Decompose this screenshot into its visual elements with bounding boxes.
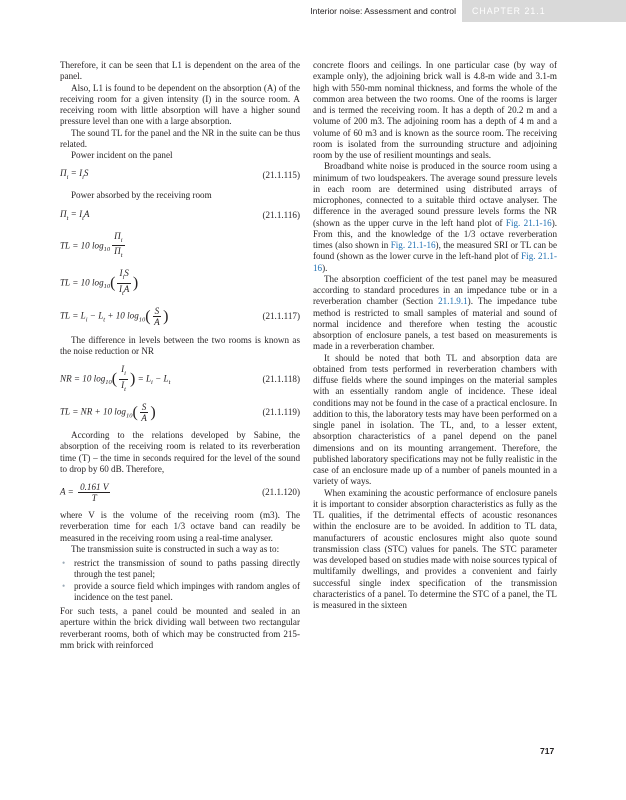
equation-21-1-118: NR = 10 $\log_{10}$( $\frac{I_i}{I_t}$ ) = $L_i - L_t$ (21.1.118) [60,364,300,393]
figure-link[interactable]: Fig. 21.1-16 [390,240,436,250]
fraction-denominator: T [91,493,97,503]
fraction-numerator: 0.161 V [80,482,109,492]
paragraph: Also, L1 is found to be dependent on the absorption (A) of the receiving room for a given intensity (I) in the source room. A receiving room with little absorption will have a higher sound pressure level than one with a large absorption. [60,82,300,127]
equation-number: (21.1.116) [262,210,300,221]
paragraph: Broadband white noise is produced in the source room using a minimum of two loudspeakers. The average sound pressure levels in each room are determined using distributed arrays of microphones, connected to a suitable third octave analyser. The difference in the averaged sound pressure levels forms the NR (shown as the upper curve in the left hand plot of Fig. 21.1-16). From this, and the knowledge of the 1/3 octave reverberation times (also shown in Fig. 21.1-16), the measured SRI or TL can be found (shown as the lower curve in the left-hand plot of Fig. 21.1-16). [313,161,558,273]
paragraph: The absorption coefficient of the test panel may be measured according to standard procedures in an impedance tube or in a reverberation chamber (Section 21.1.9.1). The impedance tube method is restricted to small samples of material and sound of normal incidence and therefore when testing the acoustic absorption of enclosure panels, a test based on measurements is made in a reverberation chamber. [313,273,558,352]
paragraph: The difference in levels between the two rooms is known as the noise reduction or NR [60,334,300,357]
equation-number: (21.1.117) [262,310,300,321]
paragraph: Power incident on the panel [71,150,173,160]
equation-21-1-120: A = $\frac{0.161 V}{T}$ (21.1.120) [60,482,300,503]
running-title: Interior noise: Assessment and control [310,6,456,16]
paragraph: According to the relations developed by Sabine, the absorption of the receiving room is related to its reverberation time (T) – the time in seconds required for the level of the sound to drop by 60 dB. Therefore, [60,430,300,474]
paragraph: When examining the acoustic performance of enclosure panels it is important to consider absorption characteristics as fully as the TL qualities, if the detrimental effects of acoustic resonances within the enclosure are to be avoided. In addition to TL data, manufacturers of acoustic enclosures might also quote sound transmission class (STC) values for panels. The STC parameter was developed based on studies made with noise sources typical of multifamily dwellings, and provides a convenient and fairly successful single index specification of the transmission characteristics of a panel. To determine the STC of a panel, the TL is measured in the sixteen [313,487,557,610]
paragraph: Power absorbed by the receiving room [71,190,212,201]
left-column [60,60,300,651]
equation-number: (21.1.118) [262,374,300,385]
figure-link[interactable]: Fig. 21.1-16 [313,251,558,273]
list-item: • provide a source field which impinges with random angles of incidence on the test panel. [70,581,300,604]
paragraph: The transmission suite is constructed in such a way as to: [71,543,280,554]
paragraph: For such tests, a panel could be mounted and sealed in an aperture within the brick dividing wall between two rectangular reverberant rooms, both of which may be constructed from 215-mm brick with reinforced [60,606,300,650]
paragraph: where V is the volume of the receiving room (m3). The reverberation time for each 1/3 octave band can readily be measured in the receiving room using a real-time analyser. [60,510,300,543]
equation-21-1-119: TL = NR + 10 $\log_{10}$( $\frac{S}{A}$ ) (21.1.119) [60,402,300,423]
equation-21-1-115: $\Pi_i = I_iS$ (21.1.115) [60,168,300,182]
paragraph: The sound TL for the panel and the NR in the suite can be thus related. [60,127,300,149]
paragraph: Therefore, it can be seen that L1 is dependent on the area of the panel. [60,60,300,82]
equation-number: (21.1.120) [262,486,300,497]
equation-tl-intensity: TL = 10 $\log_{10}$( $\frac{I_iS}{I_tA}$ ) [60,268,139,297]
equation-number: (21.1.115) [262,170,300,181]
paragraph: It should be noted that both TL and absorption data are obtained from tests performed in reverberation chambers with diffuse fields where the sound impinges on the material samples with an essentially random angle of incidence. These ideal conditions may not be found in the case of a practical enclosure. In addition to this, the laboratory tests may have been performed on a single panel in isolation. The TL, and, to a lesser extent, absorption characteristics of a panel depend on the panel dimensions and on its mounting arrangement. Therefore, the published laboratory specifications may not be fully realistic in the case of an enclosure made up of a number of panels mounted in a variety of ways. [313,352,557,487]
figure-link[interactable]: Fig. 21.1-16 [505,217,552,228]
bullet-list [60,558,300,603]
paragraph: concrete floors and ceilings. In one particular case (by way of example only), the adjoining brick wall is 4.8-m wide and 3.1-m high with 550-mm nominal thickness, and forms the whole of the common area between the two rooms. One of the rooms is larger and is termed the receiving room. It has a depth of 20.2 m and a volume of 200 m3. The adjoining room has a depth of 4 m and a volume of 60 m3 and is known as the source room. The receiving room is isolated from the surrounding structure and adjoining room by the use of resilient mountings and seals. [313,60,557,160]
right-column [313,60,557,611]
equation-21-1-117: TL = $L_i - L_t + 10$ $\log_{10}$( $\frac{S}{A}$ ) (21.1.117) [60,305,300,327]
equation-tl-power: TL = 10 $\log_{10}$ $\frac{\Pi_i}{\Pi_t}$ [60,230,123,260]
page-number: 717 [540,746,555,756]
section-link[interactable]: 21.1.9.1 [438,296,468,307]
list-item: • restrict the transmission of sound to paths passing directly through the test panel; [70,558,300,581]
equation-21-1-116: $\Pi_t = I_tA$ (21.1.116) [60,208,300,222]
equation-number: (21.1.119) [262,406,300,417]
page-header [0,0,626,22]
chapter-label: CHAPTER 21.1 [462,0,626,22]
